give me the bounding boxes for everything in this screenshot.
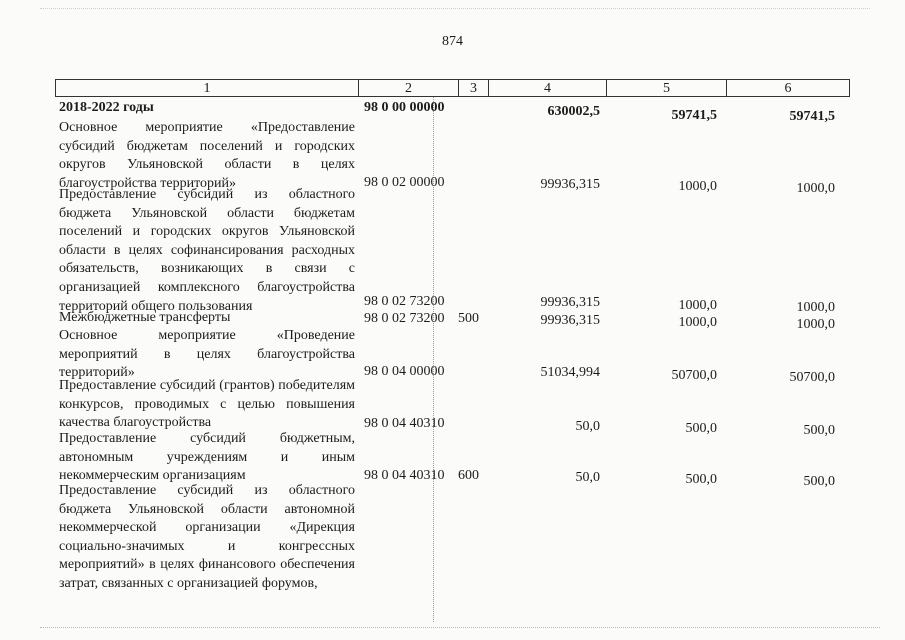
row-description: Предоставление субсидий из областного бюджета Ульяновской области автономной некоммерческой организации «Дирекция социально-значимых и конгрессных мероприятий» в целях финансового обеспечения затрат, связанных с организацией форумов, bbox=[59, 483, 355, 591]
row-value-col6: 50700,0 bbox=[789, 370, 835, 385]
row-value-col4: 630002,5 bbox=[547, 104, 600, 119]
row-value-col5: 500,0 bbox=[685, 472, 717, 487]
row-description: Основное мероприятие «Проведение мероприятий в целях благоустройства территорий» bbox=[59, 328, 355, 381]
row-value-col6: 500,0 bbox=[803, 423, 835, 438]
row-code: 98 0 04 40310 bbox=[364, 416, 445, 431]
table-header bbox=[55, 79, 850, 97]
row-value-col5: 1000,0 bbox=[678, 298, 717, 313]
row-value-col6: 59741,5 bbox=[789, 109, 835, 124]
page-number: 874 bbox=[442, 34, 463, 49]
header-col-3: 3 bbox=[459, 80, 489, 97]
row-value-col4: 99936,315 bbox=[540, 313, 600, 328]
row-value-col4: 50,0 bbox=[575, 470, 600, 485]
row-expense-type: 600 bbox=[458, 468, 479, 483]
row-expense-type: 500 bbox=[458, 311, 479, 326]
row-description: Предоставление субсидий бюджетным, автономным учреждениям и иным некоммерческим организациям bbox=[59, 431, 355, 484]
row-description: Предоставление субсидий из областного бюджета Ульяновской области бюджетам поселений и городских округов Ульяновской области в целях софинансирования расходных обязательств, возникающих в связи с организацией комплексного благоустройства территорий общего пользования bbox=[59, 187, 355, 314]
header-col-6: 6 bbox=[784, 81, 792, 96]
header-col-1: 1 bbox=[56, 80, 359, 97]
row-description: 2018-2022 годы bbox=[59, 100, 154, 115]
row-value-col5: 50700,0 bbox=[671, 368, 717, 383]
row-code: 98 0 04 00000 bbox=[364, 364, 445, 379]
row-value-col6: 1000,0 bbox=[796, 317, 835, 332]
row-value-col6: 1000,0 bbox=[796, 300, 835, 315]
row-value-col5: 1000,0 bbox=[678, 315, 717, 330]
row-code: 98 0 02 73200 bbox=[364, 311, 445, 326]
header-col-4: 4 bbox=[489, 80, 607, 97]
row-value-col6: 1000,0 bbox=[796, 181, 835, 196]
header-col-5: 5 bbox=[607, 80, 727, 97]
row-value-col4: 50,0 bbox=[575, 419, 600, 434]
row-value-col4: 51034,994 bbox=[540, 365, 600, 380]
row-value-col5: 59741,5 bbox=[671, 108, 717, 123]
row-description: Предоставление субсидий (грантов) победителям конкурсов, проводимых с целью повышения качества благоустройства bbox=[59, 378, 355, 431]
row-code: 98 0 02 00000 bbox=[364, 175, 445, 190]
row-value-col4: 99936,315 bbox=[540, 295, 600, 310]
row-value-col5: 500,0 bbox=[685, 421, 717, 436]
row-code: 98 0 00 00000 bbox=[364, 100, 445, 115]
row-value-col5: 1000,0 bbox=[678, 179, 717, 194]
header-col-2: 2 bbox=[359, 80, 459, 97]
row-description: Основное мероприятие «Предоставление субсидий бюджетам поселений и городских округов Ульяновской области в целях благоустройства территорий» bbox=[59, 120, 355, 191]
scan-artifact-bottom bbox=[40, 627, 880, 628]
scan-artifact-top bbox=[40, 8, 870, 9]
row-code: 98 0 04 40310 bbox=[364, 468, 445, 483]
row-value-col6: 500,0 bbox=[803, 474, 835, 489]
row-value-col4: 99936,315 bbox=[540, 177, 600, 192]
row-code: 98 0 02 73200 bbox=[364, 294, 445, 309]
row-description: Межбюджетные трансферты bbox=[59, 310, 231, 325]
